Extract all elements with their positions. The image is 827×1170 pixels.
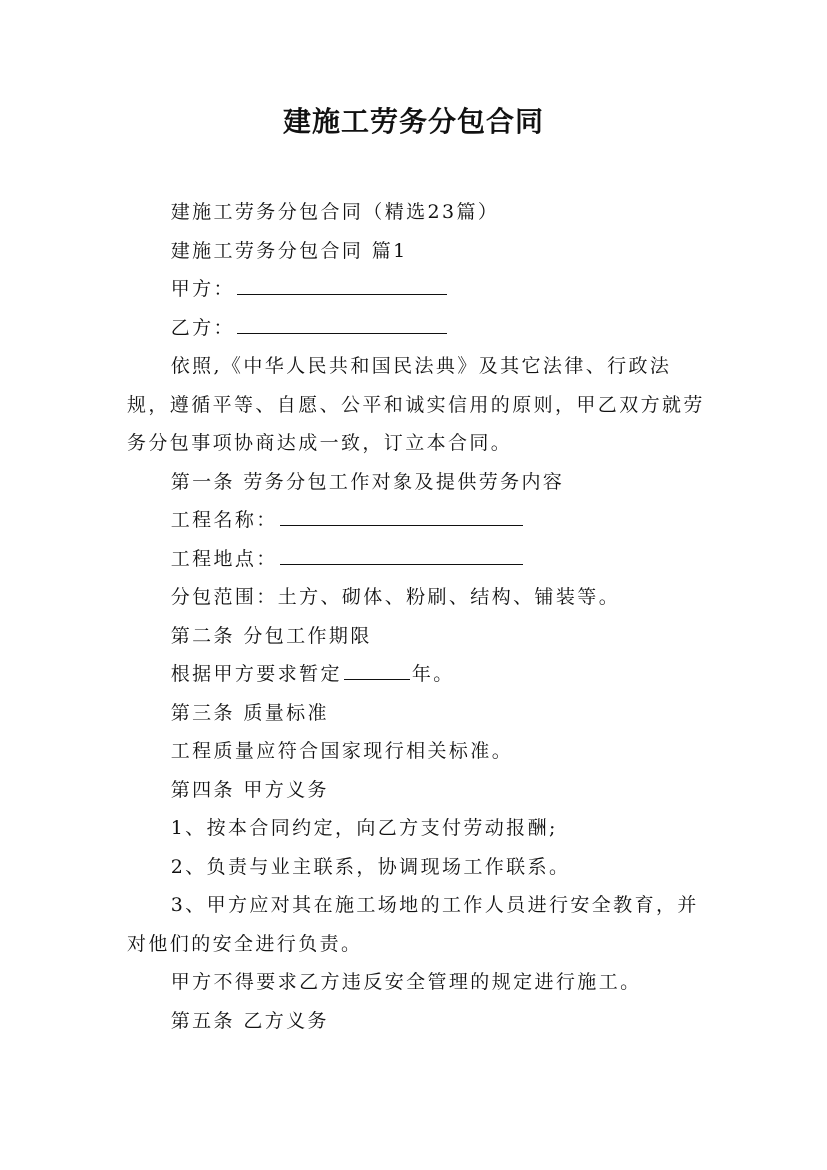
duty-3-paragraph: 3、甲方应对其在施工场地的工作人员进行安全教育，并对他们的安全进行负责。 [127, 894, 699, 955]
term-line [127, 655, 707, 694]
document-body [127, 193, 707, 1040]
subtitle-line: 建施工劳务分包合同（精选23篇） [170, 201, 500, 223]
project-site-blank [280, 542, 523, 565]
article-2-heading: 第二条 分包工作期限 [170, 624, 372, 647]
term-blank [344, 657, 410, 680]
duty-2-line: 2、负责与业主联系，协调现场工作联系。 [170, 855, 571, 878]
party-a-line [127, 270, 707, 309]
project-site-label: 工程地点： [170, 547, 278, 570]
project-site-line [127, 540, 707, 579]
party-b-line [127, 309, 707, 348]
preamble-paragraph: 依照,《中华人民共和国民法典》及其它法律、行政法规，遵循平等、自愿、公平和诚实信用的原则，甲乙双方就劳务分包事项协商达成一致，订立本合同。 [127, 355, 705, 454]
scope-line: 分包范围：土方、砌体、粉刷、结构、铺装等。 [170, 586, 621, 608]
project-name-label: 工程名称： [170, 509, 278, 531]
article-4-heading: 第四条 甲方义务 [170, 778, 329, 801]
duty-1-line: 1、按本合同约定，向乙方支付劳动报酬; [170, 817, 558, 839]
document-title: 建施工劳务分包合同 [282, 105, 544, 138]
article-5-heading: 第五条 乙方义务 [170, 1009, 329, 1032]
duty-note-line: 甲方不得要求乙方违反安全管理的规定进行施工。 [170, 971, 642, 993]
term-pre-text: 根据甲方要求暂定 [170, 663, 342, 685]
article-3-heading: 第三条 质量标准 [170, 701, 329, 724]
party-a-label: 甲方： [170, 278, 235, 300]
chapter-heading: 建施工劳务分包合同 篇1 [170, 239, 408, 262]
party-b-label: 乙方： [170, 316, 235, 339]
article-1-heading: 第一条 劳务分包工作对象及提供劳务内容 [170, 470, 565, 493]
party-a-blank [237, 272, 447, 295]
term-post-text: 年。 [411, 663, 455, 685]
quality-line: 工程质量应符合国家现行相关标准。 [170, 740, 514, 762]
project-name-blank [280, 503, 523, 526]
party-b-blank [237, 311, 447, 334]
project-name-line [127, 501, 707, 540]
